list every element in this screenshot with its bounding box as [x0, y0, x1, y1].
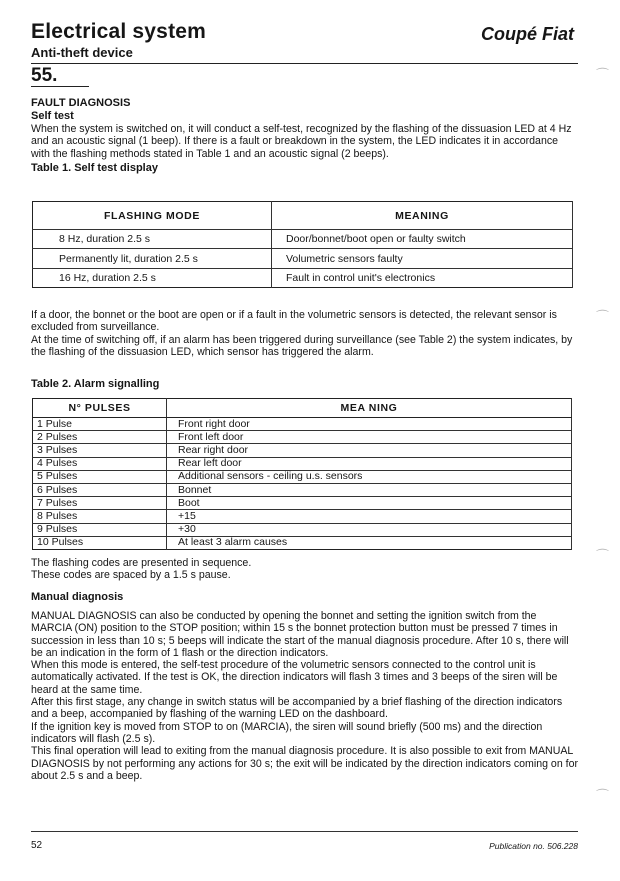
- table-cell: Door/bonnet/boot open or faulty switch: [272, 230, 573, 249]
- sensor-exclusion-text: [31, 309, 579, 358]
- table1-caption: Table 1. Self test display: [31, 161, 158, 174]
- table-row: [33, 444, 572, 457]
- table2-caption: Table 2. Alarm signalling: [31, 378, 160, 390]
- paragraph: If a door, the bonnet or the boot are open or if a fault in the volumetric sensors is detected, the relevant sensor is excluded from surveillance.: [31, 309, 557, 334]
- table-row: [33, 249, 573, 268]
- footer-rule: [31, 831, 578, 832]
- paragraph: The flashing codes are presented in sequence.: [31, 557, 252, 569]
- table-row: [33, 418, 572, 431]
- table-cell: Rear left door: [167, 457, 572, 470]
- table-row: [33, 523, 572, 536]
- table-cell: 8 Pulses: [33, 510, 167, 523]
- table-cell: 3 Pulses: [33, 444, 167, 457]
- table-cell: Boot: [167, 497, 572, 510]
- table-cell: Front left door: [167, 431, 572, 444]
- table-cell: Permanently lit, duration 2.5 s: [33, 249, 272, 268]
- table-cell: At least 3 alarm causes: [167, 536, 572, 549]
- paragraph: MANUAL DIAGNOSIS can also be conducted by opening the bonnet and setting the ignition switch from the MARCIA (ON) position to the STOP position; within 15 s the bonnet protection button must be pressed 7 times in succession in less than 10 s; 5 beeps will indicate the start of the manual diagnosis procedure. After 10 s, there will be an indication in the form of 1 flash or the direction indicators.: [31, 610, 569, 659]
- fault-diagnosis-section: [31, 97, 579, 175]
- table1-header-flashing-mode: FLASHING MODE: [33, 202, 272, 230]
- section-number-rule: [31, 86, 89, 87]
- publication-number: Publication no. 506.228: [489, 841, 578, 851]
- flashing-codes-note: [31, 557, 579, 582]
- table-row: [33, 431, 572, 444]
- page-number: 52: [31, 840, 43, 851]
- table-row: [33, 470, 572, 483]
- table-cell: Front right door: [167, 418, 572, 431]
- header-rule: [31, 63, 578, 64]
- binder-hole-mark: ⌒: [596, 67, 610, 82]
- paragraph: At the time of switching off, if an alarm has been triggered during surveillance (see Table 2) the system indicates, by the flashing of the dissuasion LED, which sensor has triggered the alarm.: [31, 333, 573, 358]
- binder-hole-mark: ⌒: [596, 309, 610, 324]
- binder-hole-mark: ⌒: [596, 548, 610, 563]
- table-cell: 4 Pulses: [33, 457, 167, 470]
- self-test-table: [32, 201, 573, 288]
- paragraph: After this first stage, any change in switch status will be accompanied by a brief flashing of the direction indicators and a beep, accompanied by flashing of the warning LED on the dashboard.: [31, 696, 563, 721]
- table-row: [33, 457, 572, 470]
- table-row: [33, 483, 572, 496]
- table-cell: +15: [167, 510, 572, 523]
- manual-diagnosis-section: [31, 591, 579, 782]
- table-cell: 7 Pulses: [33, 497, 167, 510]
- paragraph: When this mode is entered, the self-test procedure of the volumetric sensors connected to the control unit is automatically activated. If the test is OK, the direction indicators will flash 3 times and 3 beeps of the siren will be heard at the same time.: [31, 659, 558, 696]
- table-cell: 6 Pulses: [33, 483, 167, 496]
- fault-diagnosis-heading: FAULT DIAGNOSIS: [31, 97, 131, 109]
- table-cell: 5 Pulses: [33, 470, 167, 483]
- paragraph: These codes are spaced by a 1.5 s pause.: [31, 569, 231, 582]
- page-subtitle: Anti-theft device: [31, 45, 133, 60]
- table-cell: +30: [167, 523, 572, 536]
- table-cell: 1 Pulse: [33, 418, 167, 431]
- self-test-text: When the system is switched on, it will conduct a self-test, recognized by the flashing of the dissuasion LED at 4 Hz and an acoustic signal (1 beep). If there is a fault or breakdown in the system, the LED indicates it in accordance with the flashing methods stated in Table 1 and an acoustic signal (2 beeps).: [31, 123, 572, 160]
- table-row: [33, 510, 572, 523]
- table-row: [33, 230, 573, 249]
- table-cell: 2 Pulses: [33, 431, 167, 444]
- table2-header-pulses: N° PULSES: [33, 399, 167, 418]
- table-cell: Bonnet: [167, 483, 572, 496]
- table-cell: 9 Pulses: [33, 523, 167, 536]
- table2-header-meaning: MEA NING: [167, 399, 572, 418]
- table1-header-meaning: MEANING: [272, 202, 573, 230]
- table-cell: Rear right door: [167, 444, 572, 457]
- table-row: [33, 497, 572, 510]
- self-test-heading: Self test: [31, 110, 74, 122]
- table-cell: Volumetric sensors faulty: [272, 249, 573, 268]
- table-row: [33, 268, 573, 287]
- table-cell: Additional sensors - ceiling u.s. sensors: [167, 470, 572, 483]
- table-cell: 16 Hz, duration 2.5 s: [33, 268, 272, 287]
- page-title: Electrical system: [31, 20, 207, 43]
- table-row: [33, 536, 572, 549]
- table-cell: 8 Hz, duration 2.5 s: [33, 230, 272, 249]
- binder-hole-mark: ⌒: [596, 788, 610, 803]
- manual-diagnosis-heading: Manual diagnosis: [31, 591, 124, 603]
- table-cell: Fault in control unit's electronics: [272, 268, 573, 287]
- paragraph: This final operation will lead to exiting from the manual diagnosis procedure. It is also possible to exit from MANUAL DIAGNOSIS by not performing any actions for 30 s; the exit will be indicated by the direction indicators coming on for about 2.5 s and a beep.: [31, 745, 579, 782]
- alarm-signalling-table: [32, 398, 572, 550]
- section-number: 55.: [31, 65, 58, 86]
- paragraph: If the ignition key is moved from STOP to on (MARCIA), the siren will sound briefly (500 ms) and the direction indicators will flash (2.5 s).: [31, 720, 543, 745]
- table-cell: 10 Pulses: [33, 536, 167, 549]
- brand-name: Coupé Fiat: [481, 24, 574, 44]
